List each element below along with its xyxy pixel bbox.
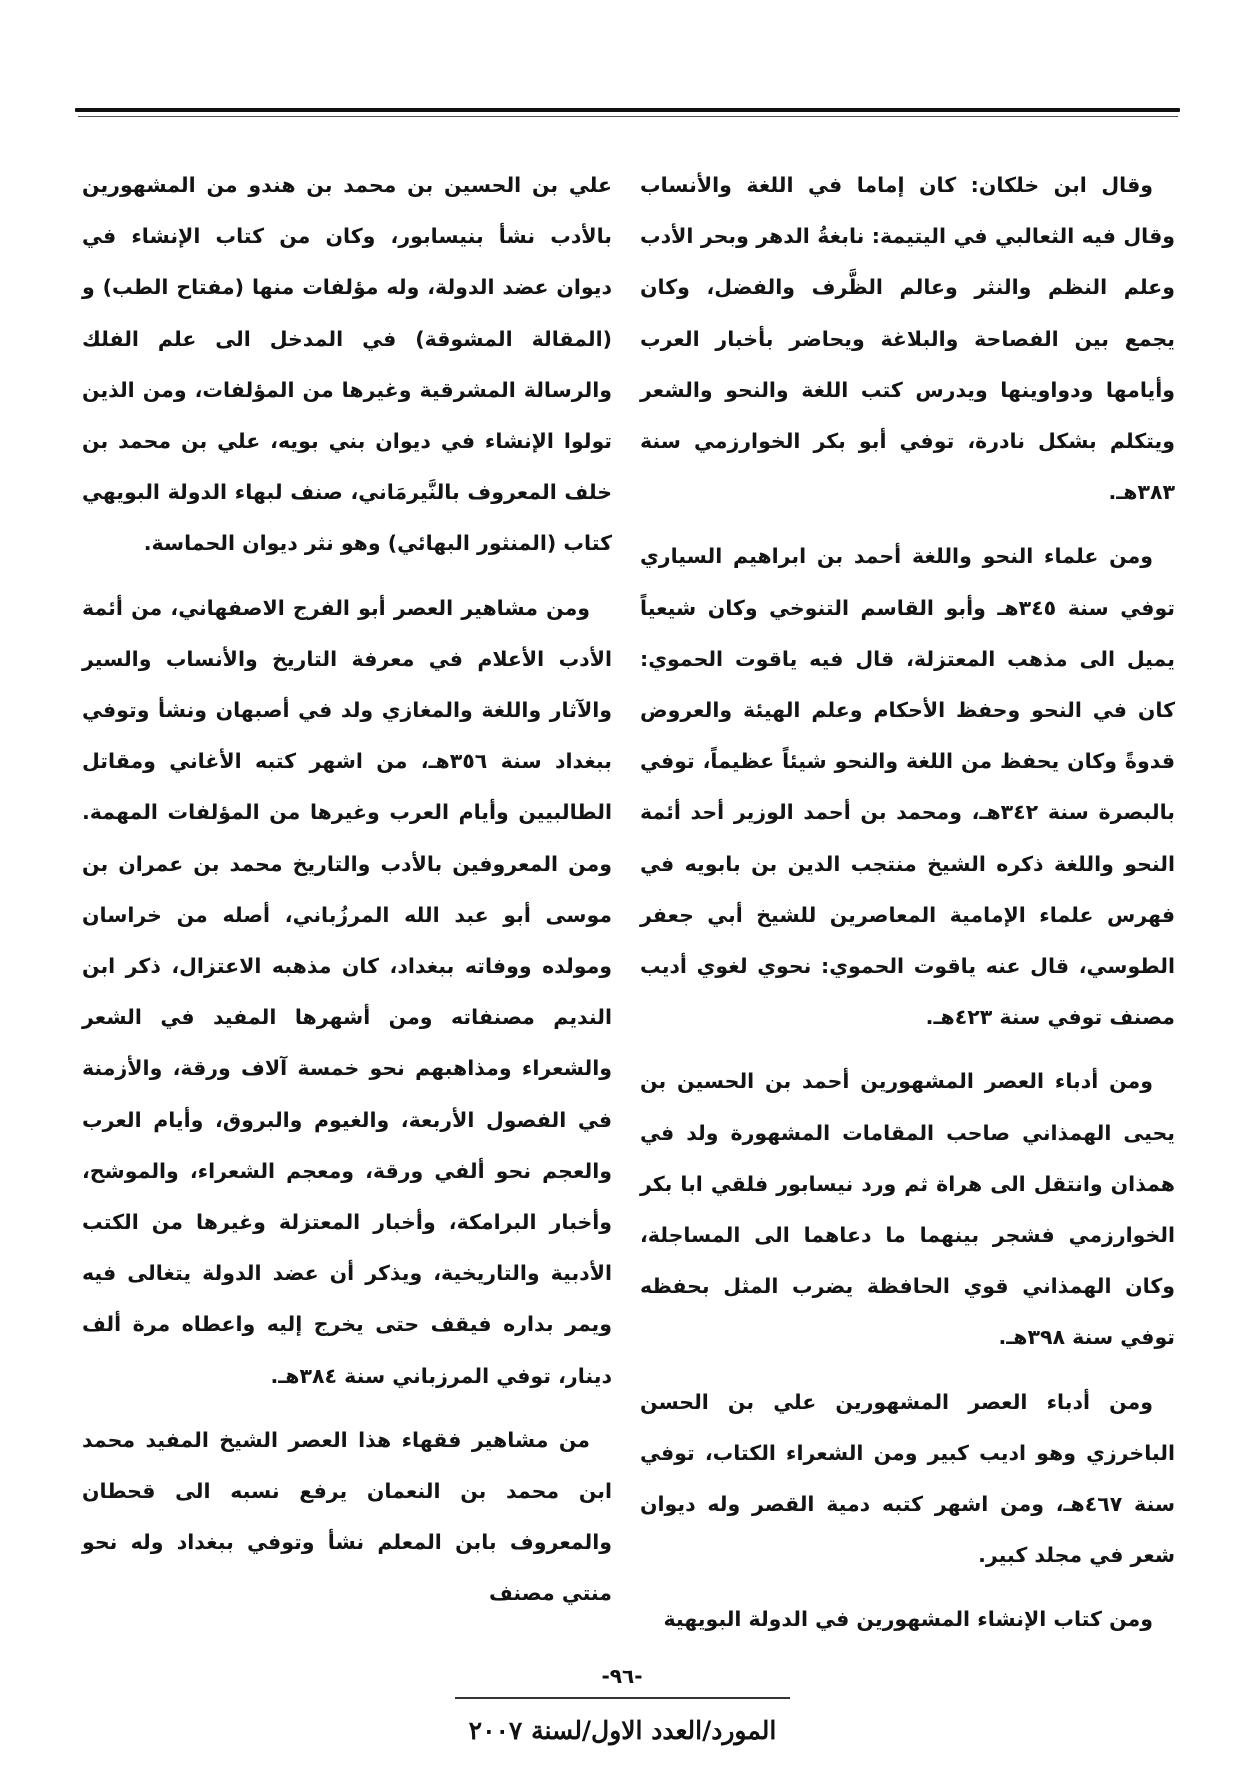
right-paragraph-1: وقال ابن خلكان: كان إماما في اللغة والأنساب وقال فيه الثعالبي في اليتيمة: نابغةُ الدهر وبحر الأدب وعلم النظم والنثر وعالم الظَّرف والفضل، وكان يجمع بين الفصاحة والبلاغة ويحاضر بأخبار العرب وأيامها ودواوينها ويدرس كتب اللغة والنحو والشعر ويتكلم بشكل نادرة، توفي أبو بكر الخوارزمي سنة ٣٨٣هـ. [640, 173, 1175, 505]
footer-rule [455, 1697, 790, 1699]
right-paragraph-4: ومن أدباء العصر المشهورين علي بن الحسن الباخرزي وهو اديب كبير ومن الشعراء الكتاب، توفي سنة ٤٦٧هـ، ومن اشهر كتبه دمية القصر وله ديوان شعر في مجلد كبير. [640, 1389, 1175, 1568]
header-rule [75, 108, 1180, 112]
right-column [640, 160, 1175, 1659]
left-paragraph-2: ومن مشاهير العصر أبو الفرج الاصفهاني، من أئمة الأدب الأعلام في معرفة التاريخ والأنساب والسير والآثار واللغة والمغازي ولد في أصبهان ونشأ وتوفي ببغداد سنة ٣٥٦هـ، من اشهر كتبه الأغاني ومقاتل الطالبيين وأيام العرب وغيرها من المؤلفات المهمة. ومن المعروفين بالأدب والتاريخ محمد بن عمران بن موسى أبو عبد الله المرزُباني، أصله من خراسان ومولده ووفاته ببغداد، كان مذهبه الاعتزال، ذكر ابن النديم مصنفاته ومن أشهرها المفيد في الشعر والشعراء ومذاهبهم نحو خمسة آلاف ورقة، والأزمنة في الفصول الأربعة، والغيوم والبروق، وأيام العرب والعجم نحو ألفي ورقة، ومعجم الشعراء، والموشح، وأخبار البرامكة، وأخبار المعتزلة وغيرها من الكتب الأدبية والتاريخية، ويذكر أن عضد الدولة يتغالى فيه ويمر بداره فيقف حتى يخرج إليه واعطاه مرة ألف دينار، توفي المرزباني سنة ٣٨٤هـ. [82, 595, 612, 1388]
left-paragraph-1: علي بن الحسين بن محمد بن هندو من المشهورين بالأدب نشأ بنيسابور، وكان من كتاب الإنشاء في ديوان عضد الدولة، وله مؤلفات منها (مفتاح الطب) و (المقالة المشوقة) في المدخل الى علم الفلك والرسالة المشرقية وغيرها من المؤلفات، ومن الذين تولوا الإنشاء في ديوان بني بويه، علي بن محمد بن خلف المعروف بالنَّيرمَاني، صنف لبهاء الدولة البويهي كتاب (المنثور البهائي) وهو نثر ديوان الحماسة. [82, 173, 612, 556]
left-column [82, 160, 612, 1633]
right-paragraph-3: ومن أدباء العصر المشهورين أحمد بن الحسين بن يحيى الهمذاني صاحب المقامات المشهورة ولد في همذان وانتقل الى هراة ثم ورد نيسابور فلقي ابا بكر الخوارزمي فشجر بينهما ما دعاهما الى المساجلة، وكان الهمذاني قوي الحافظة يضرب المثل بحفظه توفي سنة ٣٩٨هـ. [640, 1069, 1175, 1350]
right-paragraph-5: ومن كتاب الإنشاء المشهورين في الدولة البويهية [663, 1607, 1153, 1632]
left-paragraph-3: من مشاهير فقهاء هذا العصر الشيخ المفيد محمد ابن محمد بن النعمان يرفع نسبه الى قحطان والمعروف بابن المعلم نشأ وتوفي ببغداد وله نحو منتي مصنف [82, 1427, 612, 1606]
right-paragraph-2: ومن علماء النحو واللغة أحمد بن ابراهيم السياري توفي سنة ٣٤٥هـ وأبو القاسم التنوخي وكان شيعياً يميل الى مذهب المعتزلة، قال فيه ياقوت الحموي: كان في النحو وحفظ الأحكام وعلم الهيئة والعروض قدوةً وكان يحفظ من اللغة والنحو شيئاً عظيماً، توفي بالبصرة سنة ٣٤٢هـ، ومحمد بن أحمد الوزير أحد أئمة النحو واللغة ذكره الشيخ منتجب الدين بن بابويه في فهرس علماء الإمامية المعاصرين للشيخ أبي جعفر الطوسي، قال عنه ياقوت الحموي: نحوي لغوي أديب مصنف توفي سنة ٤٢٣هـ. [640, 544, 1175, 1030]
header-rule-thin [78, 116, 1178, 117]
journal-footer: المورد/العدد الاول/لسنة ٢٠٠٧ [468, 1716, 777, 1745]
page-number: -٩٦- [601, 1664, 643, 1688]
